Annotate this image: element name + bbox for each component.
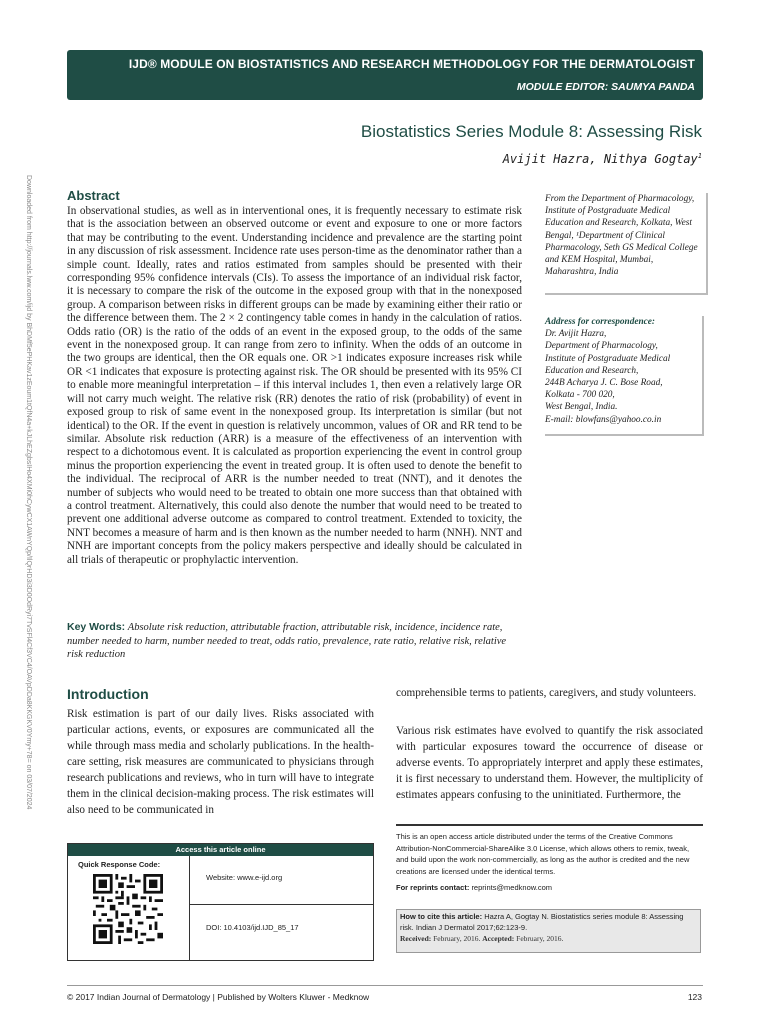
module-banner xyxy=(67,50,703,100)
correspondence-line: Institute of Postgraduate Medical xyxy=(545,353,671,364)
article-title: Biostatistics Series Module 8: Assessing Risk xyxy=(360,122,702,141)
divider xyxy=(190,904,373,905)
correspondence-box xyxy=(545,316,704,436)
introduction-col1: Risk estimation is part of our daily lives. Risks associated with particular actions, events, or exposures are communicated all the while through mass media and scholarly publications. In the health-care setting, risk measures are communicated to physicians through research publications and reviews, who in turn will have to integrate them in the clinical decision-making process. The risk estimates will also need to be communicated in xyxy=(67,708,374,816)
module-title: IJD® MODULE ON BIOSTATISTICS AND RESEARCH METHODOLOGY FOR THE DERMATOLOGIST xyxy=(128,57,695,71)
correspondence-email: E-mail: blowfans@yahoo.co.in xyxy=(545,414,662,425)
introduction-heading: Introduction xyxy=(67,686,149,702)
footer-divider xyxy=(67,985,703,986)
correspondence-line: Dr. Avijit Hazra, xyxy=(545,329,607,340)
download-watermark: Downloaded from http://journals.lww.com/ijd by BhDMf5ePHKav1zEoum1tQfN4a+kJLhEZgbsIHo4XMi0hCywCX1AWnYQp/IlQrHD3i3D0OdRyi7TvSFl4Cf3VC4/OAVpDDa8KKGKV0Ymy+78= on 03/07/2024 xyxy=(25,175,32,810)
page-number: 123 xyxy=(687,992,702,1002)
article-authors: Avijit Hazra, Nithya Gogtay$^1$ xyxy=(502,152,702,166)
qr-section xyxy=(68,856,190,960)
correspondence-heading: Address for correspondence: xyxy=(545,317,656,327)
footer-copyright: © 2017 Indian Journal of Dermatology | Published by Wolters Kluwer - Medknow xyxy=(67,992,370,1002)
website-link[interactable]: Website: www.e-ijd.org xyxy=(206,873,283,882)
introduction-col2-paragraph: Various risk estimates have evolved to quantify the risk associated with particular exposures toward the occurrence of disease or adverse events. To appropriately interpret and apply these estimates, it is first necessary to understand them. However, the multiplicity of estimates appears confusing to the uninitiated. Furthermore, the xyxy=(396,725,703,801)
introduction-col2-continued: comprehensible terms to patients, caregivers, and study volunteers. xyxy=(396,687,697,699)
abstract-text: In observational studies, as well as in interventional ones, it is frequently necessary to estimate risk that is the association between an observed outcome or event and exposure to one or more factors that may be contributing to the event. Understanding incidence and prevalence are the starting point in any discussion of risk assessment. Incidence rate uses person-time as the denominator rather than a simple count. Ideally, rates and ratios estimated from samples should be presented with their corresponding 95% confidence intervals (CIs). To assess the importance of an individual risk factor, it is necessary to compare the risk of the outcome in the exposed group with that in the nonexposed group. A comparison between risks in different groups can be made by examining either their ratio or the difference between them. The 2 × 2 contingency table comes in handy in the calculation of ratios. Odds ratio (OR) is the ratio of the odds of an event in the exposed group, to the odds of the same event in the nonexposed group. It can range from zero to infinity. When the odds of an outcome in the two groups are identical, then the OR equals one. OR >1 indicates exposure increases risk while OR <1 indicates that exposure is protecting against risk. The OR should be presented with its 95% CI to enable more meaningful interpretation – if this interval includes 1, then even a relatively large OR will not carry much weight. The relative risk (RR) denotes the ratio of risk (probability) of event in exposed group to risk of same event in the nonexposed group. Its interpretation is similar (but not identical) to the OR. If the event in question is relatively uncommon, values of OR and RR tend to be similar. Absolute risk reduction (ARR) is a measure of the effectiveness of an intervention with respect to a dichotomous event. It is calculated as proportion experiencing the event in control group minus the proportion experiencing the event in treated group. It is often used to denote the benefit to the individual. The reciprocal of ARR is the number needed to treat (NNT), and it denotes the number of subjects who would need to be treated to obtain one more success than that obtained with a control treatment. Alternatively, this could also denote the number that would need to be treated to prevent one additional adverse outcome as compared to control treatment. Extended to toxicity, the NNT becomes a measure of harm and is then known as the number needed to harm (NNH). NNT and NNH are important concepts from the policy makers perspective and ideally should be calculated in all trials of therapeutic or prophylactic intervention. xyxy=(67,205,522,566)
open-access-notice: This is an open access article distributed under the terms of the Creative Commons Attribution-NonCommercial-ShareAlike 3.0 License, which allows others to remix, tweak, and build upon the work non-commercially, as long as the author is credited and the new creations are licensed under the identical terms. xyxy=(396,824,703,877)
qr-label: Quick Response Code: xyxy=(78,860,161,869)
access-header: Access this article online xyxy=(68,844,373,856)
doi-link[interactable]: DOI: 10.4103/ijd.IJD_85_17 xyxy=(206,923,299,932)
correspondence-line: Kolkata - 700 020, xyxy=(545,390,615,401)
correspondence-line: 244B Acharya J. C. Bose Road, xyxy=(545,378,663,389)
affiliation-box: From the Department of Pharmacology, Institute of Postgraduate Medical Education and Research, Kolkata, West Bengal, ¹Department of Clinical Pharmacology, Seth GS Medical College and KEM Hospital, Mumbai, Maharashtra, India xyxy=(545,193,708,295)
reprints-email[interactable]: reprints@medknow.com xyxy=(471,883,552,892)
access-article-box xyxy=(67,843,374,961)
correspondence-line: Department of Pharmacology, xyxy=(545,341,658,352)
correspondence-line: West Bengal, India. xyxy=(545,402,618,413)
module-editor: MODULE EDITOR: SAUMYA PANDA xyxy=(516,81,695,93)
keywords: Key Words: Absolute risk reduction, attributable fraction, attributable risk, incidence, incidence rate, number needed to harm, number needed to treat, odds ratio, prevalence, rate ratio, relative risk, relative risk reduction xyxy=(67,621,507,661)
abstract-heading: Abstract xyxy=(67,188,120,203)
correspondence-line: Education and Research, xyxy=(545,365,639,376)
citation-box: How to cite this article: Hazra A, Gogtay N. Biostatistics series module 8: Assessing risk. Indian J Dermatol 2017;62:123-9. Received: February, 2016. Accepted: February, 2016. xyxy=(396,909,701,953)
qr-code-icon[interactable] xyxy=(93,874,163,944)
reprints-contact: For reprints contact: reprints@medknow.com xyxy=(396,883,552,892)
